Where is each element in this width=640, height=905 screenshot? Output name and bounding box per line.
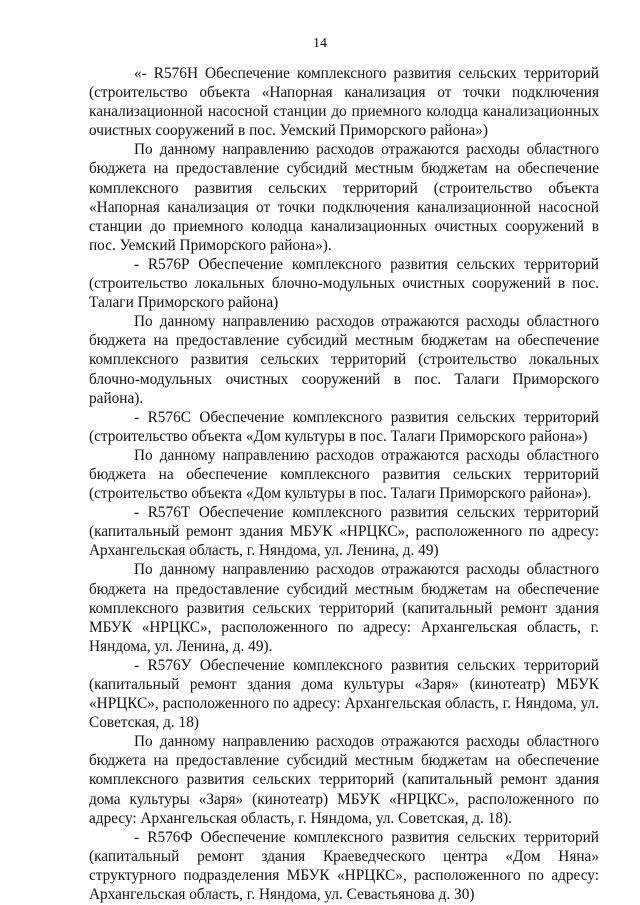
code-heading-r576r: - R576Р Обеспечение комплексного развития сельских территорий (строительство локальных блочно-модульных очистных сооружений в пос. Талаги Приморского района) [89, 255, 599, 312]
description-r576s: По данному направлению расходов отражаются расходы областного бюджета на обеспечение комплексного развития сельских территорий (строительство объекта «Дом культуры в пос. Талаги Приморского района»). [89, 446, 599, 503]
code-heading-r576t: - R576Т Обеспечение комплексного развития сельских территорий (капитальный ремонт здания МБУК «НРЦКС», расположенного по адресу: Архангельская область, г. Няндома, ул. Ленина, д. 49) [89, 504, 599, 560]
description-r576r: По данному направлению расходов отражаются расходы областного бюджета на предоставление субсидий местным бюджетам на обеспечение комплексного развития сельских территорий (строительство локальных блочно-модульных очистных сооружений в пос. Талаги Приморского района). [89, 313, 599, 407]
page-number: 14 [313, 36, 327, 51]
code-heading-r576f: - R576Ф Обеспечение комплексного развития сельских территорий (капитальный ремонт здания Краеведческого центра «Дом Няна» структурного подразделения МБУК «НРЦКС», расположенного по адресу: Архангельская область, г. Няндома, ул. Севастьянова д. 30) [89, 828, 599, 904]
description-r576n: По данному направлению расходов отражаются расходы областного бюджета на предоставление субсидий местным бюджетам на обеспечение комплексного развития сельских территорий (строительство объекта «Напорная канализация от точки подключения канализационной насосной станции до приемного колодца канализационных очистных сооружений в пос. Уемский Приморского района»). [89, 141, 599, 254]
code-heading-r576u: - R576У Обеспечение комплексного развития сельских территорий (капитальный ремонт здания дома культуры «Заря» (кинотеатр) МБУК «НРЦКС», расположенного по адресу: Архангельская область, г. Няндома, ул. Советская, д. 18) [89, 656, 599, 732]
code-heading-r576s: - R576С Обеспечение комплексного развития сельских территорий (строительство объекта «Дом культуры в пос. Талаги Приморского района») [89, 408, 599, 445]
document-body [89, 64, 599, 904]
code-heading-r576n: «- R576Н Обеспечение комплексного развития сельских территорий (строительство объекта «Напорная канализация от точки подключения канализационной насосной станции до приемного колодца канализационных очистных сооружений в пос. Уемский Приморского района») [89, 65, 599, 140]
description-r576u: По данному направлению расходов отражаются расходы областного бюджета на предоставление субсидий местным бюджетам на обеспечение комплексного развития сельских территорий (капитальный ремонт здания дома культуры «Заря» (кинотеатр) МБУК «НРЦКС», расположенного по адресу: Архангельская область, г. Няндома, ул. Советская, д. 18). [89, 733, 599, 827]
description-r576t: По данному направлению расходов отражаются расходы областного бюджета на предоставление субсидий местным бюджетам на обеспечение комплексного развития сельских территорий (капитальный ремонт здания МБУК «НРЦКС», расположенного по адресу: Архангельская область, г. Няндома, ул. Ленина, д. 49). [89, 561, 599, 655]
